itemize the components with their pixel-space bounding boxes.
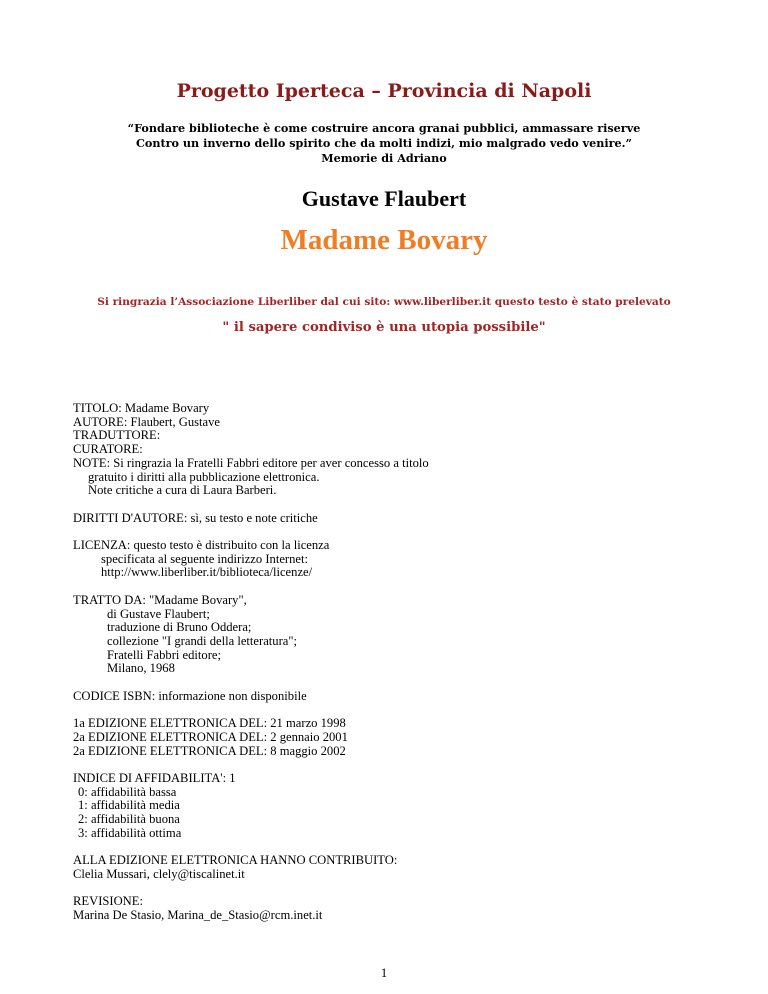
meta-isbn: CODICE ISBN: informazione non disponibile bbox=[73, 688, 307, 703]
meta-affidabilita-level: 1: affidabilità media bbox=[78, 798, 180, 813]
meta-affidabilita-level: 3: affidabilità ottima bbox=[78, 825, 182, 840]
quote-line: Contro un inverno dello spirito che da molti indizi, mio malgrado vedo venire.” bbox=[135, 136, 632, 150]
meta-tratto-da: TRATTO DA: "Madame Bovary", bbox=[73, 592, 247, 607]
meta-tratto-da-line: collezione "I grandi della letteratura"; bbox=[107, 633, 298, 648]
meta-tratto-da-line: di Gustave Flaubert; bbox=[107, 606, 210, 621]
meta-edizione: 1a EDIZIONE ELETTRONICA DEL: 21 marzo 1998 bbox=[73, 716, 346, 731]
meta-contributor: Clelia Mussari, clely@tiscalinet.it bbox=[73, 866, 245, 881]
thanks-note: Si ringrazia l’Associazione Liberliber dal cui sito: www.liberliber.it questo testo è stato prelevato bbox=[97, 296, 671, 308]
meta-autore: AUTORE: Flaubert, Gustave bbox=[73, 414, 221, 429]
meta-affidabilita: INDICE DI AFFIDABILITA': 1 bbox=[73, 770, 236, 785]
quote-line: “Fondare biblioteche è come costruire ancora granai pubblici, ammassare riserve bbox=[127, 121, 641, 135]
meta-revisione: REVISIONE: bbox=[73, 894, 143, 909]
meta-affidabilita-level: 0: affidabilità bassa bbox=[78, 784, 177, 799]
meta-contributi: ALLA EDIZIONE ELETTRONICA HANNO CONTRIBUITO: bbox=[73, 853, 398, 868]
meta-note-line: gratuito i diritti alla pubblicazione elettronica. bbox=[88, 469, 320, 484]
page-number: 1 bbox=[380, 966, 388, 980]
book-title: Madame Bovary bbox=[280, 224, 488, 256]
book-author: Gustave Flaubert bbox=[301, 186, 467, 211]
meta-curatore: CURATORE: bbox=[73, 442, 143, 457]
meta-titolo: TITOLO: Madame Bovary bbox=[73, 401, 210, 415]
meta-note: NOTE: Si ringrazia la Fratelli Fabbri editore per aver concesso a titolo bbox=[73, 455, 429, 470]
meta-edizione: 2a EDIZIONE ELETTRONICA DEL: 2 gennaio 2001 bbox=[73, 729, 348, 744]
meta-tratto-da-line: Milano, 1968 bbox=[107, 661, 175, 676]
motto: " il sapere condiviso è una utopia possibile" bbox=[222, 320, 546, 335]
meta-note-line: Note critiche a cura di Laura Barberi. bbox=[88, 483, 277, 498]
meta-diritti: DIRITTI D'AUTORE: sì, su testo e note critiche bbox=[73, 510, 318, 525]
meta-traduttore: TRADUTTORE: bbox=[73, 428, 161, 443]
epigraph-quote bbox=[0, 121, 768, 166]
meta-tratto-da-line: Fratelli Fabbri editore; bbox=[107, 647, 222, 662]
meta-licenza: LICENZA: questo testo è distribuito con la licenza bbox=[73, 538, 330, 552]
meta-edizione: 2a EDIZIONE ELETTRONICA DEL: 8 maggio 2002 bbox=[73, 743, 346, 758]
meta-tratto-da-line: traduzione di Bruno Oddera; bbox=[107, 620, 252, 635]
book-metadata bbox=[73, 402, 713, 923]
meta-licenza-line: specificata al seguente indirizzo Internet: bbox=[101, 551, 308, 566]
quote-source: Memorie di Adriano bbox=[321, 151, 447, 165]
project-title: Progetto Iperteca – Provincia di Napoli bbox=[176, 80, 592, 102]
meta-reviewer: Marina De Stasio, Marina_de_Stasio@rcm.inet.it bbox=[73, 907, 323, 922]
meta-affidabilita-level: 2: affidabilità buona bbox=[78, 812, 180, 826]
meta-licenza-url: http://www.liberliber.it/biblioteca/licenze/ bbox=[101, 565, 313, 580]
